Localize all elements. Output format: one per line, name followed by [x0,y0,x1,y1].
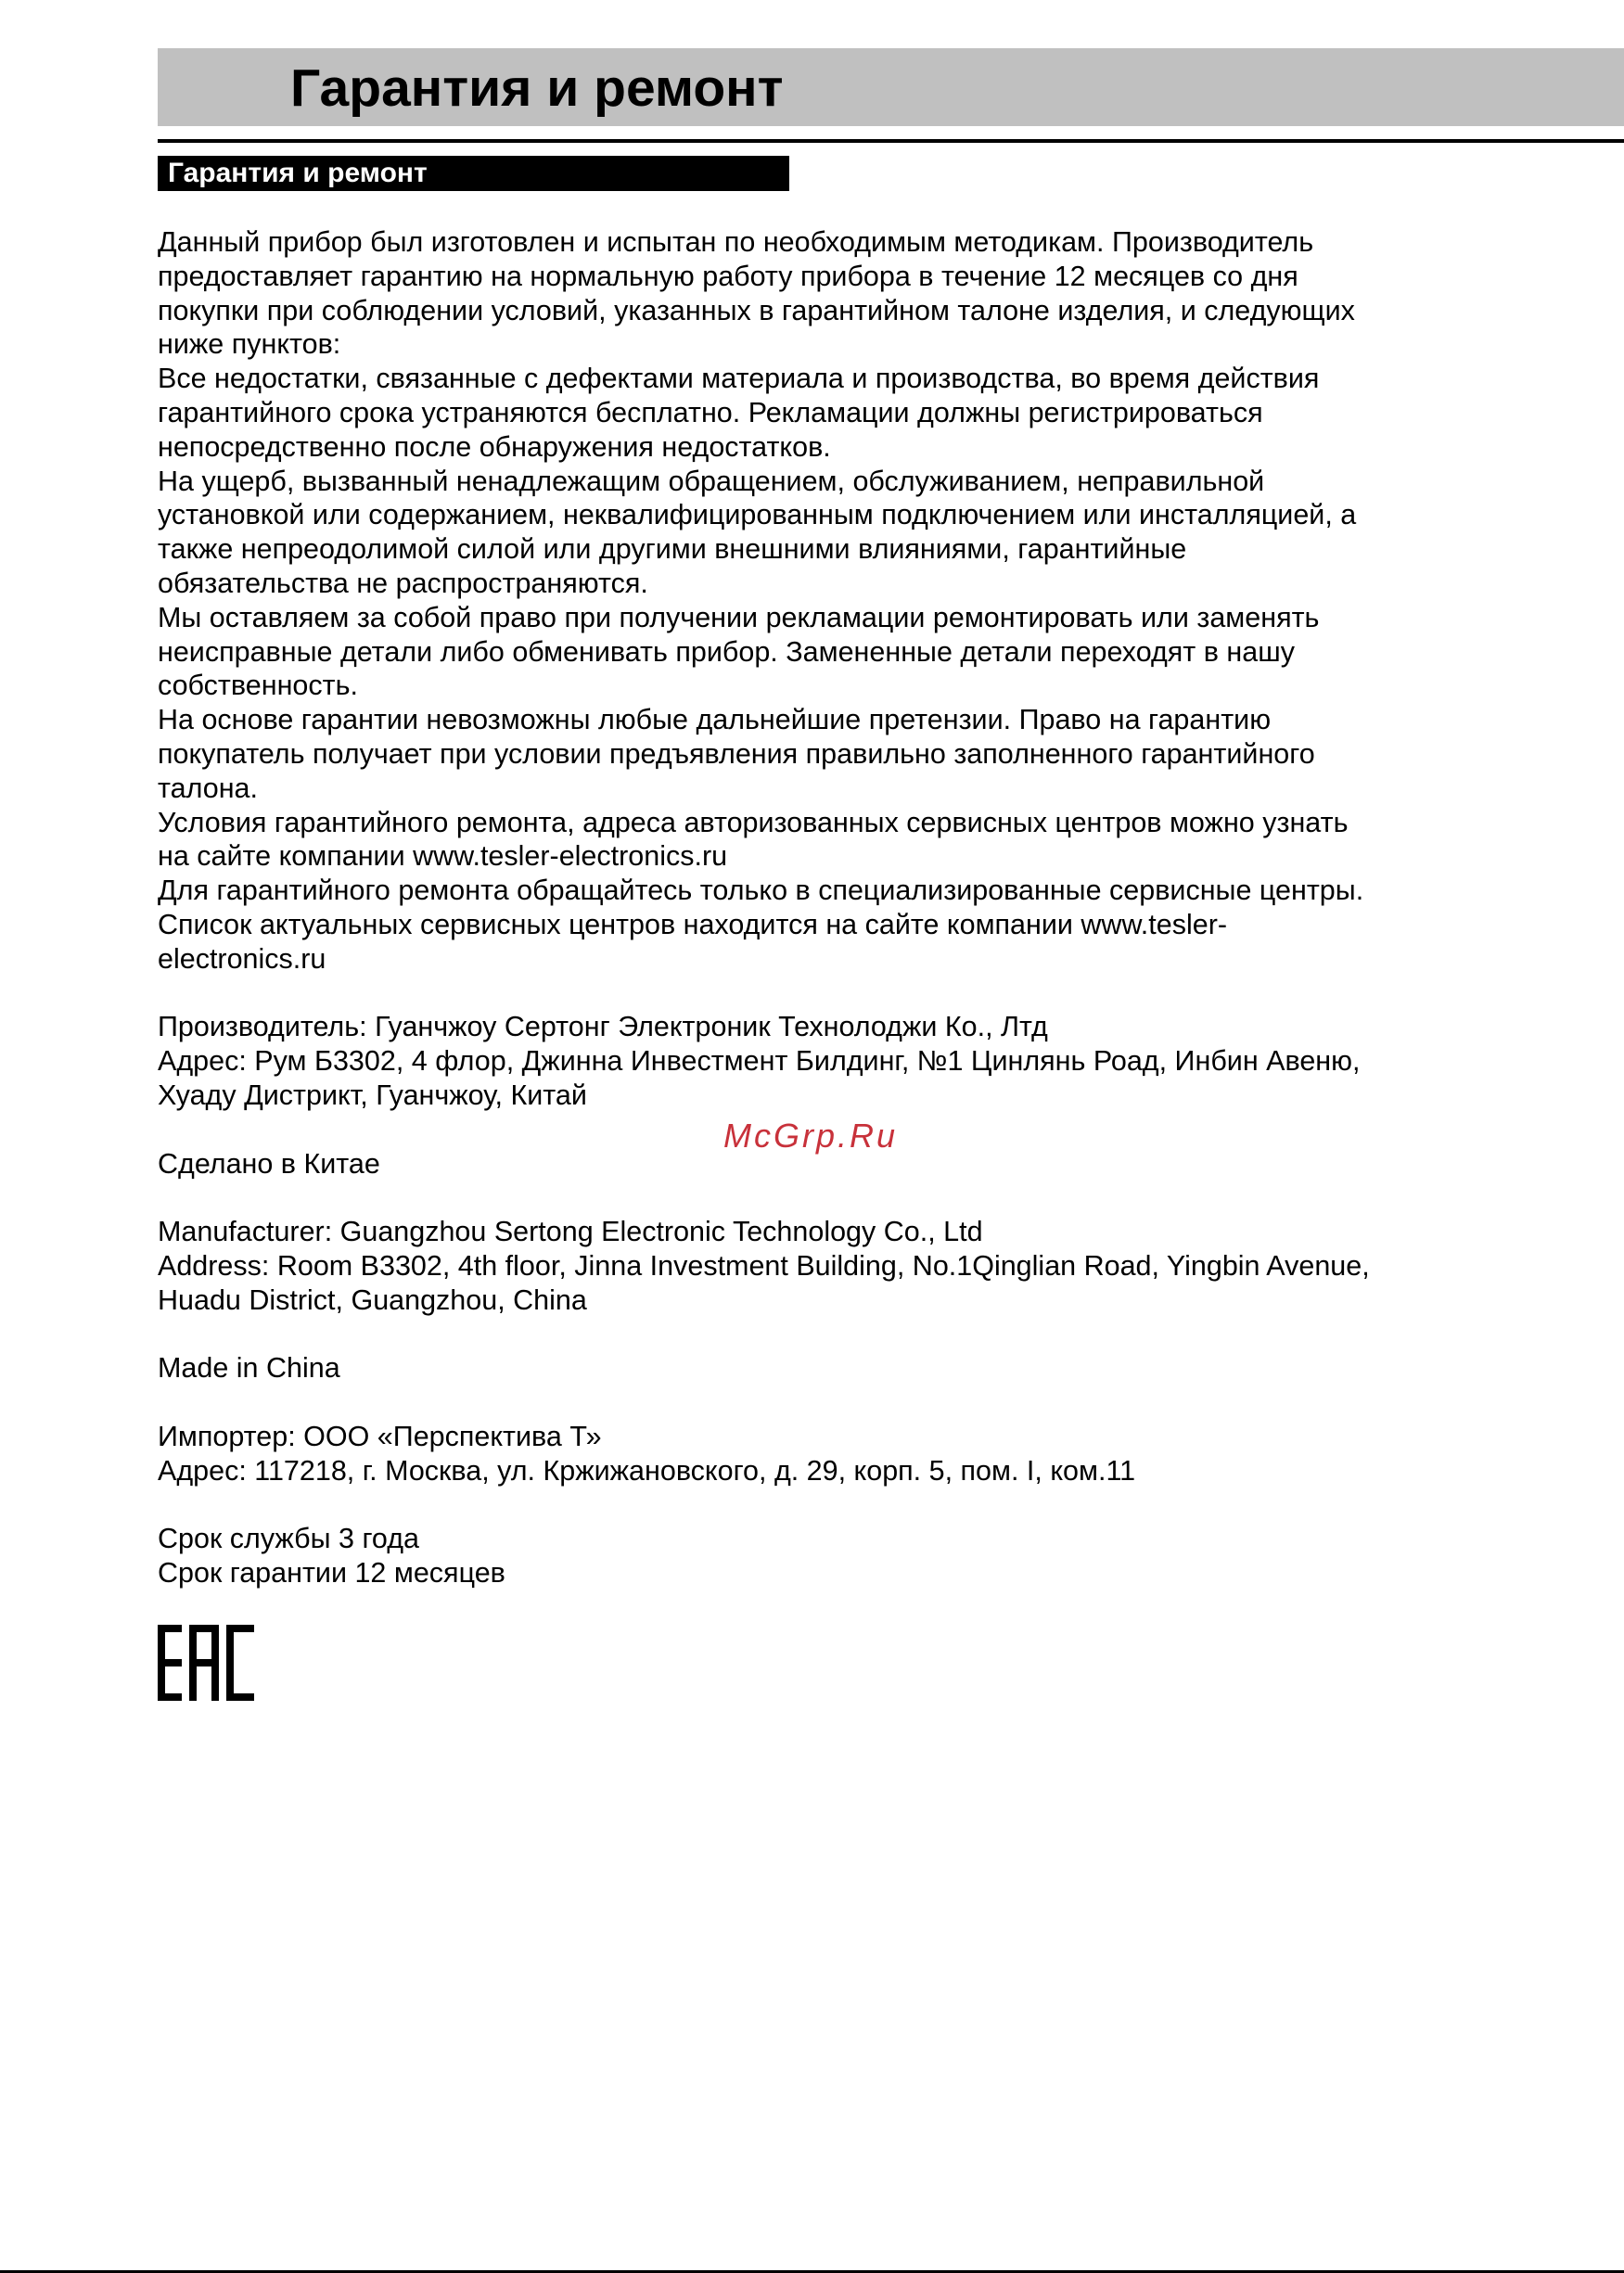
text-line: установкой или содержанием, неквалифицированным подключением или инсталляцией, а [158,499,1357,531]
text-line: покупатель получает при условии предъявления правильно заполненного гарантийного [158,737,1315,770]
text-line: собственность. [158,670,358,702]
warranty-paragraph-2 [158,362,1456,464]
warranty-paragraph-5 [158,703,1456,805]
text-line: ниже пунктов: [158,328,341,361]
spacer [158,1386,1456,1420]
warranty-period: Срок гарантии 12 месяцев [158,1557,505,1590]
text-line: непосредственно после обнаружения недостатков. [158,430,831,463]
manufacturer-ru-block [158,1010,1456,1112]
warranty-paragraph-6 [158,806,1456,875]
importer-name: Импортер: ООО «Перспектива Т» [158,1420,602,1452]
text-line: неисправные детали либо обменивать прибор. Замененные детали переходят в нашу [158,635,1295,668]
warranty-paragraph-1 [158,225,1456,362]
manufacturer-en-address: Huadu District, Guangzhou, China [158,1283,587,1316]
text-line: на сайте компании www.tesler-electronics.ru [158,840,728,873]
text-line: electronics.ru [158,942,326,975]
manufacturer-ru-name: Производитель: Гуанчжоу Сертонг Электроник Технолоджи Ко., Лтд [158,1011,1048,1043]
text-line: Данный прибор был изготовлен и испытан по необходимым методикам. Производитель [158,226,1314,258]
spacer [158,977,1456,1011]
importer-block [158,1420,1456,1488]
importer-address: Адрес: 117218, г. Москва, ул. Кржижановского, д. 29, корп. 5, пом. I, ком.11 [158,1454,1136,1487]
document-body [158,225,1456,1590]
service-block [158,1522,1456,1590]
text-line: Мы оставляем за собой право при получении рекламации ремонтировать или заменять [158,601,1320,633]
text-line: Для гарантийного ремонта обращайтесь только в специализированные сервисные центры. [158,875,1364,907]
eac-conformity-mark-icon [158,1625,254,1701]
manufacturer-ru-address: Адрес: Рум Б3302, 4 флор, Джинна Инвестмент Билдинг, №1 Цинлянь Роад, Инбин Авеню, [158,1045,1361,1078]
text-line: также непреодолимой силой или другими внешними влияниями, гарантийные [158,533,1187,566]
section-heading: Гарантия и ремонт [158,156,789,191]
made-in-ru: Сделано в Китае [158,1147,380,1180]
text-line: покупки при соблюдении условий, указанных в гарантийном талоне изделия, и следующих [158,294,1355,326]
watermark: McGrp.Ru [723,1117,899,1155]
text-line: предоставляет гарантию на нормальную работу прибора в течение 12 месяцев со дня [158,260,1298,292]
text-line: Условия гарантийного ремонта, адреса авторизованных сервисных центров можно узнать [158,806,1349,838]
spacer [158,1318,1456,1352]
warranty-paragraph-7 [158,874,1456,976]
warranty-paragraph-4 [158,601,1456,703]
text-line: гарантийного срока устраняются бесплатно. Рекламации должны регистрироваться [158,396,1263,428]
header-rule [158,139,1624,143]
text-line: Все недостатки, связанные с дефектами материала и производства, во время действия [158,363,1320,395]
manufacturer-en-name: Manufacturer: Guangzhou Sertong Electronic Technology Co., Ltd [158,1216,983,1248]
made-in-en: Made in China [158,1352,340,1385]
text-line: талона. [158,772,258,804]
text-line: обязательства не распространяются. [158,567,648,599]
warranty-paragraph-3 [158,465,1456,601]
text-line: На ущерб, вызванный ненадлежащим обращением, обслуживанием, неправильной [158,465,1265,497]
page-title: Гарантия и ремонт [290,58,784,118]
manufacturer-en-block [158,1215,1456,1317]
text-line: На основе гарантии невозможны любые дальнейшие претензии. Право на гарантию [158,704,1272,736]
service-life: Срок службы 3 года [158,1523,419,1555]
spacer [158,1488,1456,1522]
manufacturer-en-address: Address: Room B3302, 4th floor, Jinna Investment Building, No.1Qinglian Road, Yingbin Avenue, [158,1249,1370,1282]
spacer [158,1181,1456,1215]
manufacturer-ru-address: Хуаду Дистрикт, Гуанчжоу, Китай [158,1079,587,1111]
text-line: Список актуальных сервисных центров находится на сайте компании www.tesler- [158,908,1228,940]
